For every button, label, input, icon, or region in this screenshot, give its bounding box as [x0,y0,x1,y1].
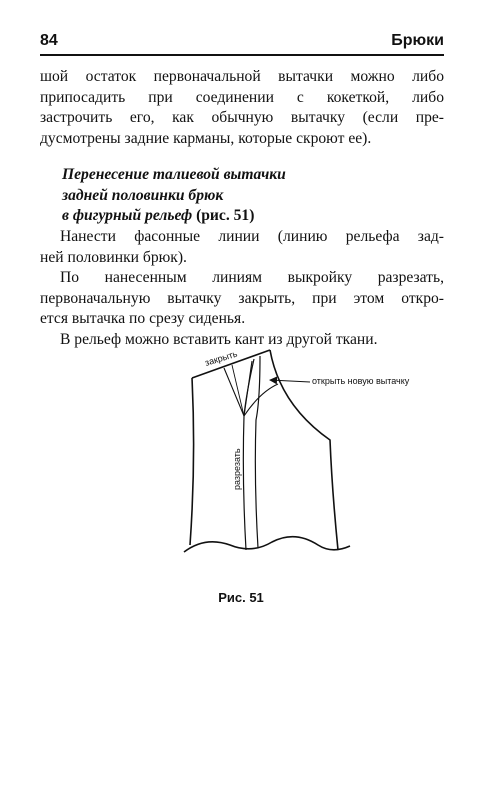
intro-paragraph [40,67,444,149]
text-line: По нанесенным линиям выкройку разрезать, [60,269,444,286]
figure-caption: Рис. 51 [218,590,264,605]
break-line [184,537,350,552]
text-line: ется вытачка по срезу сиденья. [40,310,246,327]
relief-line-left [243,359,254,550]
relief-line-right [255,356,260,548]
figure-reference: (рис. 51) [192,207,255,224]
text-line: В рельеф можно вставить кант из другой ткани. [60,331,378,348]
section-heading [62,165,442,227]
paragraph-1 [40,227,444,268]
running-head: Брюки [391,32,444,49]
trouser-pattern-drawing [160,340,450,570]
text-line: ней половинки брюк). [40,248,187,266]
page-number: 84 [40,32,58,49]
pattern-figure [160,340,450,570]
heading-line-3 [62,206,442,227]
text-line: первоначальную вытачку закрыть, при этом откро- [40,289,444,307]
heading-line-1: Перенесение талиевой вытачки [62,166,286,183]
label-open-new-dart: открыть новую вытачку [312,376,410,386]
page-header [40,32,444,56]
new-dart-line [244,384,278,416]
label-close: закрыть [203,348,239,368]
paragraph-2 [40,268,444,330]
text-line: Нанести фасонные линии (линию рельефа зад- [60,228,444,245]
label-cut: разрезать [232,448,242,490]
text-line: шой остаток первоначальной вытачки можно либо [40,68,444,85]
text-line: застрочить его, как обычную вытачку (если пре- [40,109,444,126]
text-line: дусмотрены задние карманы, которые скроют ее). [40,129,372,147]
text-line: припосадить при соединении с кокеткой, либо [40,88,444,106]
heading-line-3-italic: в фигурный рельеф [62,207,193,224]
side-seam [190,378,194,545]
arrow-icon [270,380,310,382]
heading-line-2: задней половинки брюк [62,186,224,204]
